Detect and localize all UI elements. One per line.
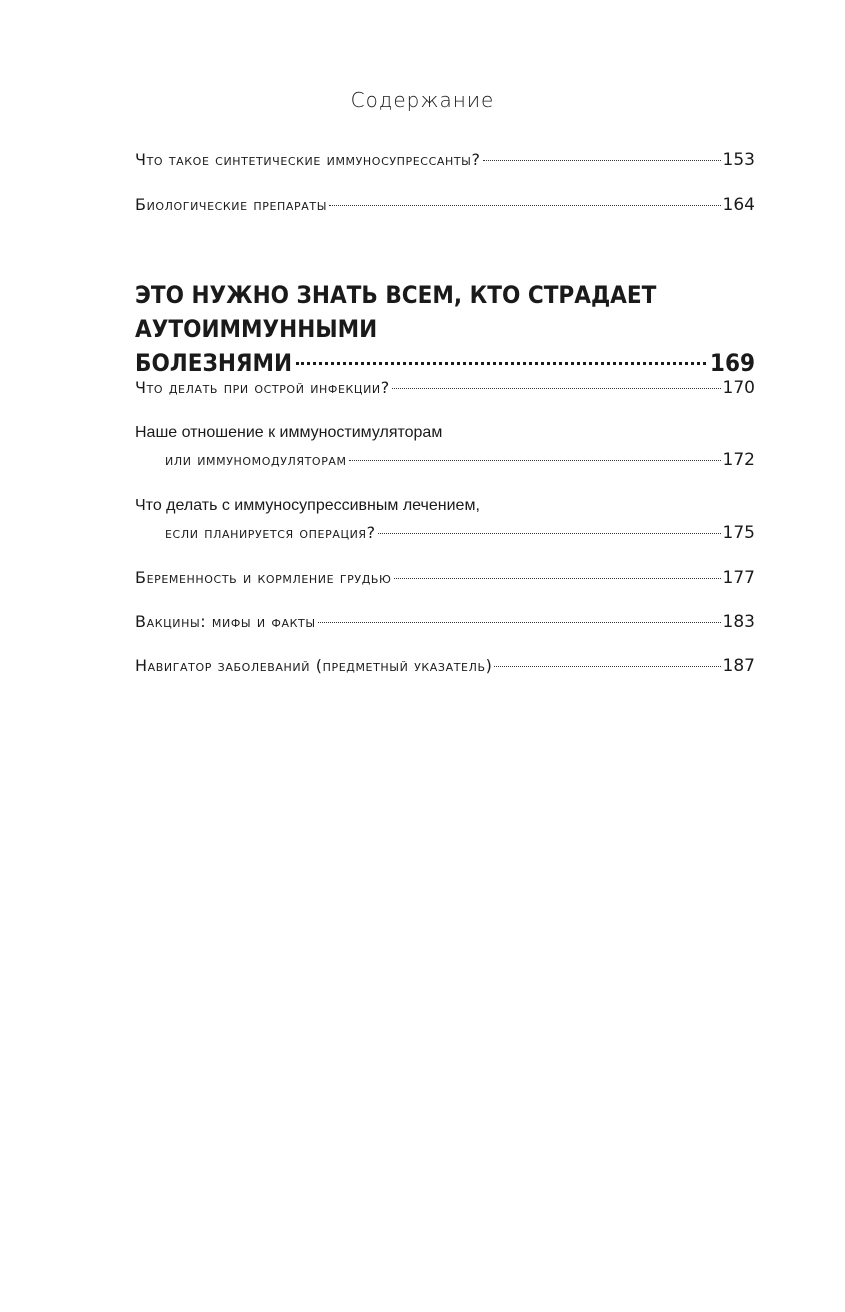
toc-page-number: 164 [722,195,755,215]
dot-leader [318,621,721,623]
toc-entry-title-line1: Что делать с иммуносупрессивным лечением, [135,497,480,514]
dot-leader [296,362,706,365]
dot-leader [329,204,721,206]
toc-entry-title: Что делать при острой инфекции? [135,378,390,397]
toc-entry[interactable] [135,568,755,588]
toc-entry[interactable] [135,612,755,632]
toc-entry-title: Беременность и кормление грудью [135,568,392,587]
toc-page-number: 175 [722,523,755,543]
toc-page-number: 183 [722,612,755,632]
toc-page-number: 153 [722,150,755,170]
toc-entry[interactable] [135,424,755,470]
toc-entry-title: Навигатор заболеваний (предметный указатель) [135,656,493,675]
toc-entry[interactable] [135,497,755,543]
dot-leader [494,665,720,667]
toc-entry-title: Вакцины: мифы и факты [135,612,316,631]
toc-entry[interactable] [135,656,755,676]
dot-leader [392,387,721,389]
toc-entry-title: Биологические препараты [135,195,328,214]
toc-entry-title-line1: Наше отношение к иммуностимуляторам [135,424,443,441]
toc-page-number: 170 [722,378,755,398]
toc-entry[interactable] [135,150,755,170]
toc-page-number: 187 [722,656,755,676]
toc-entry[interactable] [135,378,755,398]
dot-leader [394,577,721,579]
dot-leader [349,459,721,461]
section-title-line2: БОЛЕЗНЯМИ [135,349,293,377]
toc-section-heading[interactable] [135,278,755,380]
dot-leader [483,159,721,161]
toc-entry-title: Что такое синтетические иммуносупрессанты? [135,150,481,169]
toc-entry-title-line2: или иммуномодуляторам [165,450,347,469]
dot-leader [378,532,721,534]
section-title-line1: ЭТО НУЖНО ЗНАТЬ ВСЕМ, КТО СТРАДАЕТ АУТОИММУННЫМИ [135,281,657,343]
toc-entry-title-line2: если планируется операция? [165,523,376,542]
toc-page-number: 177 [722,568,755,588]
toc-page-number: 172 [722,450,755,470]
page-title: Содержание [350,88,495,112]
toc-entry[interactable] [135,195,755,215]
section-page-number: 169 [709,349,755,377]
